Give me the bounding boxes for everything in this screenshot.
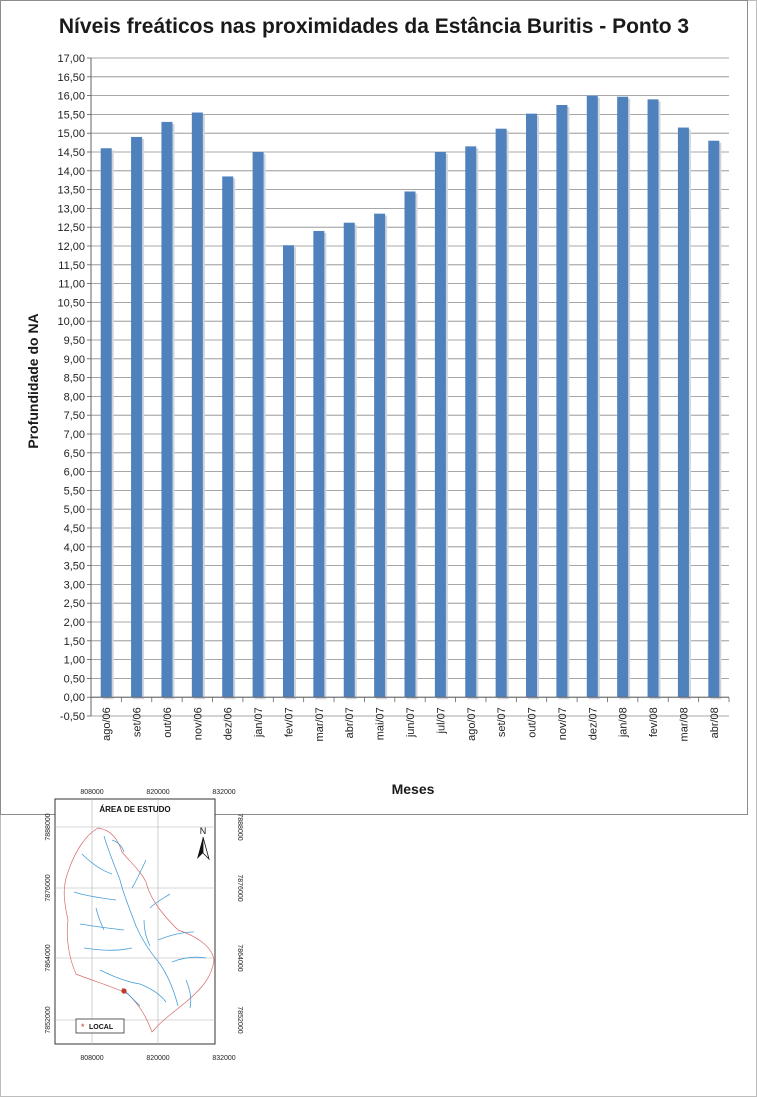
chart-title: Níveis freáticos nas proximidades da Estância Buritis - Ponto 3 <box>58 15 690 38</box>
x-tick-labels <box>101 707 721 741</box>
y-tick-label: 13,00 <box>57 203 85 216</box>
map-title: ÁREA DE ESTUDO <box>99 805 171 814</box>
y-tick-label: 9,50 <box>63 335 85 347</box>
x-tick-label: dez/07 <box>587 707 600 741</box>
x-tick-label: nov/07 <box>556 707 569 741</box>
map-y-tick-left-4: 7852000 <box>45 1006 52 1034</box>
y-tick-label: 3,50 <box>63 560 85 573</box>
bar <box>222 176 233 697</box>
y-tick-label: 14,50 <box>57 147 85 159</box>
bar <box>253 152 264 697</box>
map-y-tick-right-2: 7876000 <box>236 874 243 902</box>
x-axis-title: Meses <box>391 781 435 797</box>
x-tick-label: mai/07 <box>374 707 387 741</box>
bar <box>526 114 537 698</box>
y-tick-label: 0,50 <box>63 673 85 686</box>
x-tick-label: out/07 <box>526 707 539 738</box>
bar <box>587 96 598 698</box>
y-tick-label: 16,00 <box>57 90 85 103</box>
study-area-map <box>0 780 260 1075</box>
map-y-tick-left-1: 7888000 <box>45 813 52 841</box>
x-tick-label: set/07 <box>496 707 509 738</box>
x-tick-label: abr/07 <box>344 707 357 739</box>
y-tick-label: 5,00 <box>63 504 85 517</box>
x-tick-label: ago/06 <box>101 707 114 741</box>
local-marker <box>121 988 126 993</box>
map-x-tick-top-3: 832000 <box>212 789 236 796</box>
y-tick-label: 15,50 <box>57 109 85 122</box>
bar <box>496 129 507 698</box>
map-y-tick-right-4: 7852000 <box>236 1006 243 1034</box>
y-tick-label: 8,00 <box>63 391 85 404</box>
y-tick-label: 13,50 <box>57 184 85 197</box>
y-tick-label: 6,50 <box>63 447 85 460</box>
x-tick-label: fev/08 <box>648 707 661 738</box>
x-tick-label: jan/07 <box>253 707 266 738</box>
bar <box>101 148 112 697</box>
legend-label: LOCAL <box>89 1024 114 1031</box>
bar <box>405 191 416 697</box>
map-x-tick-top-2: 820000 <box>146 789 170 796</box>
y-tick-label: 14,00 <box>57 165 85 178</box>
x-tick-label: set/06 <box>131 707 144 738</box>
y-tick-label: 2,50 <box>63 598 85 611</box>
y-axis-title: Profundidade do NA <box>25 313 41 449</box>
x-tick-label: fev/07 <box>283 707 296 738</box>
map-x-tick-bottom-3: 832000 <box>212 1055 236 1062</box>
bar <box>678 128 689 698</box>
y-tick-label: 16,50 <box>57 71 85 84</box>
bar <box>131 137 142 697</box>
map-y-tick-right-1: 7888000 <box>236 813 243 841</box>
bar <box>344 223 355 698</box>
x-tick-label: dez/06 <box>222 707 235 741</box>
north-label: N <box>199 826 207 836</box>
bar <box>465 146 476 697</box>
bar <box>556 105 567 697</box>
y-tick-label: 4,00 <box>63 541 85 554</box>
y-tick-label: 7,50 <box>63 410 85 423</box>
y-tick-label: 1,00 <box>63 654 85 667</box>
map-x-tick-top-1: 808000 <box>80 789 104 796</box>
map-y-tick-left-2: 7876000 <box>45 874 52 902</box>
y-tick-label: 7,00 <box>63 429 85 441</box>
map-svg <box>0 780 260 1070</box>
y-tick-label: -0,50 <box>59 711 85 723</box>
y-tick-label: 10,50 <box>57 297 85 310</box>
y-tick-label: 8,50 <box>63 372 85 385</box>
map-y-tick-right-3: 7864000 <box>236 944 243 972</box>
x-tick-label: nov/06 <box>192 707 205 741</box>
bar <box>708 141 719 697</box>
y-tick-label: 0,00 <box>63 692 85 705</box>
x-tick-label: out/06 <box>161 707 174 738</box>
x-tick-label: jan/08 <box>617 707 630 738</box>
x-tick-label: jul/07 <box>435 707 448 734</box>
bar <box>648 99 659 697</box>
bar-chart <box>1 1 747 814</box>
bar <box>283 245 294 697</box>
y-tick-label: 12,50 <box>57 222 85 235</box>
y-tick-label: 11,00 <box>58 278 85 291</box>
y-tick-label: 11,50 <box>58 259 85 272</box>
y-tick-label: 15,00 <box>57 128 85 141</box>
y-tick-label: 17,00 <box>57 53 85 65</box>
y-tick-label: 5,50 <box>63 485 85 498</box>
y-tick-label: 10,00 <box>57 316 85 329</box>
y-tick-label: 12,00 <box>57 241 85 253</box>
x-tick-label: jun/07 <box>405 707 417 738</box>
legend-star-icon: * <box>81 1022 85 1032</box>
y-tick-label: 9,00 <box>63 353 85 366</box>
map-frame <box>55 799 215 1044</box>
bar <box>192 113 203 698</box>
x-tick-label: mar/07 <box>313 707 326 742</box>
map-x-tick-bottom-1: 808000 <box>80 1055 104 1062</box>
x-tick-label: abr/08 <box>708 707 721 739</box>
bar <box>374 214 385 698</box>
x-tick-label: ago/07 <box>465 707 478 741</box>
bar <box>617 97 628 697</box>
y-tick-labels <box>57 53 85 723</box>
bar <box>435 152 446 697</box>
bar <box>161 122 172 697</box>
y-tick-label: 2,00 <box>63 617 85 629</box>
y-tick-label: 1,50 <box>63 635 85 648</box>
x-tick-label: mar/08 <box>678 707 691 742</box>
bar <box>313 231 324 697</box>
y-tick-label: 4,50 <box>63 523 85 535</box>
map-x-tick-bottom-2: 820000 <box>146 1055 170 1062</box>
bars <box>101 96 722 700</box>
y-tick-label: 3,00 <box>63 579 85 592</box>
y-tick-label: 6,00 <box>63 466 85 479</box>
map-y-tick-left-3: 7864000 <box>45 944 52 972</box>
